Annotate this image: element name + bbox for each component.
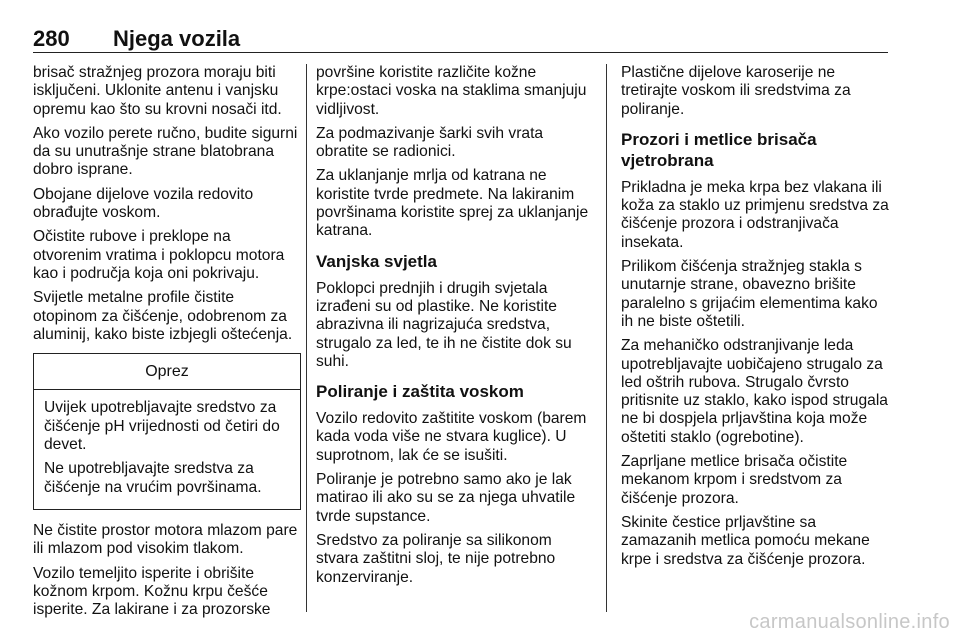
paragraph: površine koristite različite kožne krpe:ostaci voska na staklima smanjuju vidljivost. [316,64,587,118]
section-title: Njega vozila [113,26,241,51]
paragraph: Poklopci prednjih i drugih svjetala izrađeni su od plastike. Ne koristite abrazivna ili nagrizajuća sredstva, strugalo za led, te ih ne čistite dok su suhi. [316,279,572,370]
paragraph: Skinite čestice prljavštine sa zamazanih metlica pomoću mekane krpe i sredstva za čišćenje prozora. [621,513,870,568]
paragraph: Očistite rubove i preklope na otvorenim vratima i poklopcu motora kao i područja koja oni pokrivaju. [33,228,285,282]
page-number: 280 [33,26,70,51]
heading-windows-wipers: Prozori i metlice brisača vjetrobrana [621,129,817,170]
paragraph: Poliranje je potrebno samo ako je lak matirao ili ako su se za njega uhvatile tvrde supstance. [316,471,576,525]
paragraph: Vozilo redovito zaštitite voskom (barem kada voda više ne stvara kuglice). U suprotnom, lak će se isušiti. [316,410,587,464]
column-right [621,64,889,575]
paragraph: Sredstvo za poliranje sa silikonom stvara zaštitni sloj, te nije potrebno konzerviranje. [316,531,556,586]
caution-body [34,390,300,508]
watermark: carmanualsonline.info [749,611,950,633]
page-header [33,28,888,53]
paragraph: Za mehaničko odstranjivanje leda upotrebljavajte uobičajeno strugalo za led oštrih rubova. Strugalo čvrsto pritisnite uz staklo, kako ispod strugala ne bi dospjela prljavština koja može oštetiti staklo (ogrebotine). [621,337,888,446]
paragraph: Obojane dijelove vozila redovito obrađujte voskom. [33,185,254,222]
column-left [33,64,301,625]
paragraph: Svijetle metalne profile čistite otopinom za čišćenje, odobrenom za aluminij, kako biste izbjegli oštećenja. [33,289,293,343]
paragraph: Vozilo temeljito isperite i obrišite kožnom krpom. Kožnu krpu češće isperite. Za lakirane i za prozorske [33,564,271,619]
paragraph: Plastične dijelove karoserije ne tretirajte voskom ili sredstvima za poliranje. [621,64,851,118]
paragraph: Prikladna je meka krpa bez vlakana ili koža za staklo uz primjenu sredstva za čišćenje prozora i odstranjivača insekata. [621,178,889,251]
caution-paragraph: Ne upotrebljavajte sredstva za čišćenje na vrućim površinama. [44,460,262,496]
column-middle [316,64,591,593]
heading-polishing: Poliranje i zaštita voskom [316,382,524,402]
paragraph: Za podmazivanje šarki svih vrata obratite se radionici. [316,124,544,161]
column-divider [606,64,607,612]
caution-title: Oprez [34,354,300,390]
column-divider [306,64,307,612]
paragraph: brisač stražnjeg prozora moraju biti isključeni. Uklonite antenu i vanjsku opremu kao što su krovni nosači itd. [33,64,282,118]
paragraph: Zaprljane metlice brisača očistite mekanom krpom i sredstvom za čišćenje prozora. [621,453,848,507]
paragraph: Za uklanjanje mrlja od katrana ne koristite tvrde predmete. Na lakiranim površinama koristite sprej za uklanjanje katrana. [316,167,589,240]
caution-box [33,353,301,510]
paragraph: Ne čistite prostor motora mlazom pare ili mlazom pod visokim tlakom. [33,521,298,558]
caution-paragraph: Uvijek upotrebljavajte sredstvo za čišćenje pH vrijednosti od četiri do devet. [44,399,280,454]
heading-exterior-lights: Vanjska svjetla [316,251,437,271]
paragraph: Ako vozilo perete ručno, budite sigurni da su unutrašnje strane blatobrana dobro isprane. [33,124,298,179]
paragraph: Prilikom čišćenja stražnjeg stakla s unutarnje strane, obavezno brišite paralelno s grijaćim elementima kako ih ne biste oštetili. [621,258,878,330]
